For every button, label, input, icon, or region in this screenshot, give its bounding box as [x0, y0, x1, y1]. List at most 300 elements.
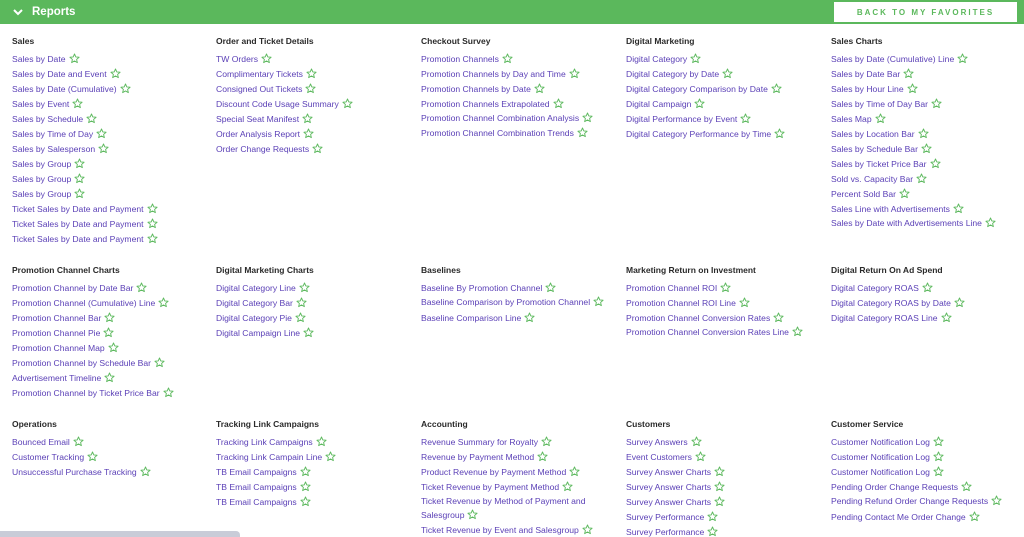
favorite-star-icon[interactable] — [306, 68, 317, 79]
favorite-star-icon[interactable] — [104, 312, 115, 323]
status-bar — [0, 531, 240, 537]
report-link-label[interactable]: Consigned Out Tickets — [216, 84, 303, 94]
report-link[interactable] — [421, 97, 621, 112]
report-link-label[interactable]: Sales by Schedule — [12, 114, 84, 124]
favorite-star-icon[interactable] — [991, 495, 1002, 506]
favorite-star-icon[interactable] — [136, 282, 147, 293]
report-link-label[interactable]: Ticket Sales by Date and Payment — [12, 234, 144, 244]
favorite-star-icon[interactable] — [104, 372, 115, 383]
report-link[interactable] — [216, 281, 416, 296]
report-link[interactable] — [216, 495, 416, 510]
report-link[interactable] — [831, 311, 1024, 326]
report-link-label[interactable]: Digital Category Line — [216, 283, 296, 293]
report-link[interactable] — [421, 435, 621, 450]
report-link[interactable] — [12, 311, 212, 326]
report-link-label[interactable]: Ticket Sales by Date and Payment — [12, 204, 144, 214]
report-link[interactable] — [831, 202, 1024, 217]
report-section — [12, 417, 212, 480]
report-link[interactable] — [626, 311, 826, 326]
report-link-label[interactable]: Sales by Hour Line — [831, 84, 904, 94]
favorite-star-icon[interactable] — [562, 481, 573, 492]
report-link-label[interactable]: Digital Category Performance by Time — [626, 129, 772, 139]
report-section — [421, 417, 621, 537]
favorite-star-icon[interactable] — [72, 98, 83, 109]
favorite-star-icon[interactable] — [147, 218, 158, 229]
favorite-star-icon[interactable] — [569, 68, 580, 79]
favorite-star-icon[interactable] — [154, 357, 165, 368]
favorite-star-icon[interactable] — [582, 524, 593, 535]
favorite-star-icon[interactable] — [299, 282, 310, 293]
favorite-star-icon[interactable] — [792, 326, 803, 337]
favorite-star-icon[interactable] — [342, 98, 353, 109]
report-link-label[interactable]: Event Customers — [626, 452, 692, 462]
report-link[interactable] — [421, 311, 621, 326]
report-link[interactable] — [831, 510, 1024, 525]
report-link-label[interactable]: Promotion Channels by Date — [421, 84, 531, 94]
report-link[interactable] — [421, 82, 621, 97]
report-link-label[interactable]: TB Email Campaigns — [216, 497, 297, 507]
favorite-star-icon[interactable] — [140, 466, 151, 477]
report-link[interactable] — [626, 450, 826, 465]
report-link[interactable] — [12, 217, 212, 232]
report-link-label[interactable]: Advertisement Timeline — [12, 373, 102, 383]
report-link-label[interactable]: Digital Campaign — [626, 99, 692, 109]
report-link[interactable] — [12, 97, 212, 112]
favorite-star-icon[interactable] — [899, 188, 910, 199]
report-link[interactable] — [831, 435, 1024, 450]
favorite-star-icon[interactable] — [922, 282, 933, 293]
report-link-label[interactable]: Ticket Revenue by Payment Method — [421, 482, 560, 492]
favorite-star-icon[interactable] — [312, 143, 323, 154]
favorite-star-icon[interactable] — [707, 511, 718, 522]
report-link[interactable] — [12, 112, 212, 127]
report-link[interactable] — [626, 281, 826, 296]
favorite-star-icon[interactable] — [720, 282, 731, 293]
favorite-star-icon[interactable] — [96, 128, 107, 139]
report-link[interactable] — [216, 326, 416, 341]
favorite-star-icon[interactable] — [714, 496, 725, 507]
report-link-label[interactable]: Promotion Channel Conversion Rates — [626, 313, 771, 323]
report-link-label[interactable]: Sales Line with Advertisements — [831, 204, 950, 214]
report-section — [626, 417, 826, 537]
report-link-label[interactable]: Ticket Sales by Date and Payment — [12, 219, 144, 229]
back-to-favorites-button[interactable]: BACK TO MY FAVORITES — [834, 2, 1017, 22]
favorite-star-icon[interactable] — [707, 526, 718, 537]
report-link[interactable] — [12, 341, 212, 356]
section-title: Customers — [626, 419, 671, 429]
report-link[interactable] — [831, 296, 1024, 311]
report-link-label[interactable]: Sales by Group — [12, 174, 72, 184]
favorite-star-icon[interactable] — [918, 128, 929, 139]
section-title: Sales — [12, 36, 35, 46]
favorite-star-icon[interactable] — [110, 68, 121, 79]
report-link[interactable] — [626, 525, 826, 537]
report-link-label[interactable]: Digital Category — [626, 54, 688, 64]
report-link-label[interactable]: Digital Category ROAS Line — [831, 313, 938, 323]
favorite-star-icon[interactable] — [74, 188, 85, 199]
report-link[interactable] — [12, 187, 212, 202]
report-link-label[interactable]: Promotion Channel by Schedule Bar — [12, 358, 152, 368]
favorite-star-icon[interactable] — [774, 128, 785, 139]
report-link-label[interactable]: Survey Answer Charts — [626, 497, 712, 507]
favorite-star-icon[interactable] — [714, 466, 725, 477]
report-link[interactable] — [831, 142, 1024, 157]
favorite-star-icon[interactable] — [86, 113, 97, 124]
favorite-star-icon[interactable] — [714, 481, 725, 492]
favorite-star-icon[interactable] — [303, 327, 314, 338]
favorite-star-icon[interactable] — [534, 83, 545, 94]
report-link[interactable] — [421, 52, 621, 67]
favorite-star-icon[interactable] — [537, 451, 548, 462]
favorite-star-icon[interactable] — [593, 296, 604, 307]
report-link-label[interactable]: Sales by Date (Cumulative) — [12, 84, 117, 94]
report-link[interactable] — [831, 465, 1024, 480]
report-link[interactable] — [831, 127, 1024, 142]
report-link-label[interactable]: Sales by Event — [12, 99, 70, 109]
favorite-star-icon[interactable] — [690, 53, 701, 64]
report-link-label[interactable]: Digital Performance by Event — [626, 114, 738, 124]
report-link[interactable] — [12, 435, 212, 450]
report-link[interactable] — [12, 386, 212, 401]
report-link-label[interactable]: Sold vs. Capacity Bar — [831, 174, 914, 184]
report-link-label[interactable]: Order Analysis Report — [216, 129, 301, 139]
favorite-star-icon[interactable] — [300, 466, 311, 477]
report-link[interactable] — [626, 82, 826, 97]
report-link[interactable] — [216, 311, 416, 326]
report-link[interactable] — [216, 97, 416, 112]
report-link[interactable] — [216, 112, 416, 127]
report-link[interactable] — [831, 187, 1024, 202]
favorite-star-icon[interactable] — [953, 203, 964, 214]
report-link[interactable] — [216, 435, 416, 450]
report-link-label[interactable]: Promotion Channels by Day and Time — [421, 69, 566, 79]
report-link[interactable] — [421, 296, 611, 311]
favorite-star-icon[interactable] — [302, 113, 313, 124]
report-link-label[interactable]: Tracking Link Campaigns — [216, 437, 313, 447]
report-link[interactable] — [12, 326, 212, 341]
report-link-label[interactable]: Promotion Channel Bar — [12, 313, 102, 323]
favorite-star-icon[interactable] — [541, 436, 552, 447]
report-link-label[interactable]: Survey Answer Charts — [626, 467, 712, 477]
favorite-star-icon[interactable] — [933, 436, 944, 447]
favorite-star-icon[interactable] — [931, 98, 942, 109]
report-link-label[interactable]: Sales by Time of Day — [12, 129, 94, 139]
report-link-label[interactable]: Digital Category ROAS — [831, 283, 919, 293]
report-link-label[interactable]: Promotion Channel by Ticket Price Bar — [12, 388, 160, 398]
report-link[interactable] — [421, 281, 621, 296]
report-link-label[interactable]: TB Email Campaigns — [216, 467, 297, 477]
report-link[interactable] — [216, 67, 416, 82]
report-link[interactable] — [626, 495, 826, 510]
report-link-label[interactable]: Pending Contact Me Order Change — [831, 511, 966, 522]
favorite-star-icon[interactable] — [295, 312, 306, 323]
report-link[interactable] — [626, 326, 816, 341]
report-link[interactable] — [216, 52, 416, 67]
report-link-label[interactable]: Special Seat Manifest — [216, 114, 300, 124]
report-link[interactable] — [12, 82, 212, 97]
report-link-label[interactable]: TB Email Campaigns — [216, 482, 297, 492]
report-link-label[interactable]: Digital Category Bar — [216, 298, 293, 308]
favorite-star-icon[interactable] — [921, 143, 932, 154]
favorite-star-icon[interactable] — [691, 436, 702, 447]
favorite-star-icon[interactable] — [296, 297, 307, 308]
report-link[interactable] — [12, 142, 212, 157]
favorite-star-icon[interactable] — [933, 466, 944, 477]
report-link-label[interactable]: Pending Refund Order Change Requests — [831, 496, 989, 506]
report-section — [626, 34, 826, 142]
report-link[interactable] — [12, 450, 212, 465]
report-link-label[interactable]: Promotion Channel ROI Line — [626, 298, 736, 308]
report-link[interactable] — [831, 495, 1021, 510]
report-link-label[interactable]: Promotion Channel ROI — [626, 283, 718, 293]
section-title: Tracking Link Campaigns — [216, 419, 319, 429]
favorite-star-icon[interactable] — [916, 173, 927, 184]
report-link[interactable] — [626, 296, 826, 311]
favorite-star-icon[interactable] — [108, 342, 119, 353]
report-list — [216, 435, 416, 510]
favorite-star-icon[interactable] — [553, 98, 564, 109]
report-link[interactable] — [831, 82, 1024, 97]
favorite-star-icon[interactable] — [773, 312, 784, 323]
report-link-label[interactable]: Sales by Date with Advertisements Line — [831, 218, 982, 228]
report-link[interactable] — [831, 157, 1024, 172]
report-link[interactable] — [626, 112, 826, 127]
report-section — [421, 34, 621, 141]
report-link-label[interactable]: Baseline By Promotion Channel — [421, 283, 543, 293]
report-link[interactable] — [216, 480, 416, 495]
report-link[interactable] — [626, 67, 826, 82]
favorite-star-icon[interactable] — [577, 127, 588, 138]
report-link[interactable] — [216, 127, 416, 142]
report-link-label[interactable]: Sales by Group — [12, 159, 72, 169]
favorite-star-icon[interactable] — [316, 436, 327, 447]
report-link[interactable] — [831, 52, 1024, 67]
report-link[interactable] — [12, 371, 212, 386]
report-link-label[interactable]: Sales by Schedule Bar — [831, 144, 918, 154]
report-link[interactable] — [421, 523, 621, 537]
report-link[interactable] — [421, 67, 621, 82]
favorite-star-icon[interactable] — [303, 128, 314, 139]
favorite-star-icon[interactable] — [695, 451, 706, 462]
favorite-star-icon[interactable] — [158, 297, 169, 308]
report-link-label[interactable]: Percent Sold Bar — [831, 189, 896, 199]
report-link[interactable] — [12, 232, 212, 247]
report-link-label[interactable]: Sales by Ticket Price Bar — [831, 159, 927, 169]
report-link-label[interactable]: Sales by Date — [12, 54, 66, 64]
report-link-label[interactable]: Digital Category Comparison by Date — [626, 84, 768, 94]
report-link-label[interactable]: Revenue Summary for Royalty — [421, 437, 539, 447]
report-link-label[interactable]: Sales by Date (Cumulative) Line — [831, 54, 955, 64]
report-section — [831, 417, 1024, 525]
favorite-star-icon[interactable] — [722, 68, 733, 79]
report-link[interactable] — [626, 465, 826, 480]
report-link-label[interactable]: Digital Category Pie — [216, 313, 292, 323]
report-link[interactable] — [12, 356, 212, 371]
report-link[interactable] — [421, 495, 611, 523]
report-link[interactable] — [421, 127, 611, 142]
section-title: Customer Service — [831, 419, 904, 429]
report-link[interactable] — [12, 127, 212, 142]
report-link[interactable] — [831, 217, 1021, 232]
favorite-star-icon[interactable] — [903, 68, 914, 79]
report-link-label[interactable]: Survey Performance — [626, 527, 705, 537]
report-link[interactable] — [216, 450, 416, 465]
favorite-star-icon[interactable] — [875, 113, 886, 124]
report-link-label[interactable]: Bounced Email — [12, 437, 70, 447]
report-link[interactable] — [626, 52, 826, 67]
report-link-label[interactable]: Sales by Date Bar — [831, 69, 901, 79]
favorite-star-icon[interactable] — [933, 451, 944, 462]
report-link[interactable] — [421, 450, 621, 465]
report-link-label[interactable]: Baseline Comparison Line — [421, 312, 522, 323]
report-link-label[interactable]: Promotion Channel Pie — [12, 328, 101, 338]
report-link-label[interactable]: Complimentary Tickets — [216, 69, 303, 79]
report-link[interactable] — [421, 112, 611, 127]
report-link[interactable] — [831, 112, 1024, 127]
report-link-label[interactable]: Sales by Date and Event — [12, 69, 107, 79]
report-link[interactable] — [421, 465, 621, 480]
report-link-label[interactable]: Pending Order Change Requests — [831, 482, 959, 492]
favorite-star-icon[interactable] — [300, 496, 311, 507]
report-link[interactable] — [626, 127, 826, 142]
report-link[interactable] — [831, 450, 1024, 465]
report-list — [216, 281, 416, 341]
favorite-star-icon[interactable] — [103, 327, 114, 338]
report-link-label[interactable]: Sales by Time of Day Bar — [831, 99, 928, 109]
reports-header-bar[interactable] — [0, 0, 1024, 24]
report-link-label[interactable]: Survey Performance — [626, 512, 705, 522]
report-link[interactable] — [216, 142, 416, 157]
report-link[interactable] — [12, 172, 212, 187]
report-link-label[interactable]: Order Change Requests — [216, 144, 310, 154]
report-link-label[interactable]: Customer Tracking — [12, 452, 85, 462]
report-link[interactable] — [12, 67, 212, 82]
favorite-star-icon[interactable] — [74, 158, 85, 169]
favorite-star-icon[interactable] — [74, 173, 85, 184]
report-link-label[interactable]: Sales by Group — [12, 189, 72, 199]
report-link-label[interactable]: Digital Category by Date — [626, 69, 720, 79]
favorite-star-icon[interactable] — [524, 312, 535, 323]
report-link[interactable] — [421, 480, 621, 495]
report-link-label[interactable]: Digital Campaign Line — [216, 328, 301, 338]
report-link[interactable] — [216, 82, 416, 97]
report-link-label[interactable]: Promotion Channel Combination Analysis — [421, 113, 580, 123]
favorite-star-icon[interactable] — [325, 451, 336, 462]
report-link[interactable] — [831, 172, 1024, 187]
report-link[interactable] — [12, 157, 212, 172]
report-link-label[interactable]: Product Revenue by Payment Method — [421, 467, 567, 477]
report-list — [216, 52, 416, 157]
report-link-label[interactable]: Discount Code Usage Summary — [216, 99, 339, 109]
report-link-label[interactable]: Ticket Revenue by Method of Payment and Salesgroup — [421, 496, 586, 520]
report-link-label[interactable]: Promotion Channel Map — [12, 343, 105, 353]
report-link-label[interactable]: Customer Notification Log — [831, 437, 930, 447]
favorite-star-icon[interactable] — [147, 203, 158, 214]
section-title: Promotion Channel Charts — [12, 265, 120, 275]
chevron-down-icon[interactable] — [12, 6, 24, 18]
report-link[interactable] — [12, 296, 212, 311]
favorite-star-icon[interactable] — [120, 83, 131, 94]
report-link[interactable] — [831, 97, 1024, 112]
report-link[interactable] — [626, 435, 826, 450]
report-link[interactable] — [626, 480, 826, 495]
favorite-star-icon[interactable] — [907, 83, 918, 94]
report-link-label[interactable]: Customer Notification Log — [831, 452, 930, 462]
report-link-label[interactable]: Promotion Channels Extrapolated — [421, 99, 550, 109]
report-link[interactable] — [12, 281, 212, 296]
report-link-label[interactable]: Promotion Channel Combination Trends — [421, 127, 574, 138]
favorite-star-icon[interactable] — [954, 297, 965, 308]
report-list — [831, 52, 1024, 232]
report-link-label[interactable]: Sales Map — [831, 114, 872, 124]
favorite-star-icon[interactable] — [147, 233, 158, 244]
favorite-star-icon[interactable] — [582, 112, 593, 123]
favorite-star-icon[interactable] — [941, 312, 952, 323]
favorite-star-icon[interactable] — [98, 143, 109, 154]
report-link-label[interactable]: Sales by Location Bar — [831, 129, 915, 139]
report-link-label[interactable]: Ticket Revenue by Event and Salesgroup — [421, 525, 579, 535]
report-list — [831, 435, 1024, 525]
report-link[interactable] — [12, 465, 212, 480]
report-link-label[interactable]: Revenue by Payment Method — [421, 452, 535, 462]
report-link-label[interactable]: Promotion Channel by Date Bar — [12, 283, 134, 293]
favorite-star-icon[interactable] — [300, 481, 311, 492]
favorite-star-icon[interactable] — [261, 53, 272, 64]
section-title: Digital Marketing — [626, 36, 695, 46]
report-link-label[interactable]: Sales by Salesperson — [12, 144, 96, 154]
favorite-star-icon[interactable] — [739, 297, 750, 308]
favorite-star-icon[interactable] — [961, 481, 972, 492]
report-link-label[interactable]: Digital Category ROAS by Date — [831, 298, 951, 308]
favorite-star-icon[interactable] — [69, 53, 80, 64]
report-link[interactable] — [626, 97, 826, 112]
report-link-label[interactable]: Baseline Comparison by Promotion Channel — [421, 297, 591, 307]
report-link[interactable] — [12, 202, 212, 217]
report-link-label[interactable]: Customer Notification Log — [831, 467, 930, 477]
favorite-star-icon[interactable] — [305, 83, 316, 94]
favorite-star-icon[interactable] — [740, 113, 751, 124]
favorite-star-icon[interactable] — [569, 466, 580, 477]
favorite-star-icon[interactable] — [73, 436, 84, 447]
report-link-label[interactable]: Promotion Channels — [421, 54, 499, 64]
report-link-label[interactable]: Promotion Channel (Cumulative) Line — [12, 298, 156, 308]
report-link[interactable] — [216, 296, 416, 311]
report-link-label[interactable]: Unsuccessful Purchase Tracking — [12, 467, 137, 477]
favorite-star-icon[interactable] — [87, 451, 98, 462]
report-link-label[interactable]: Tracking Link Campain Line — [216, 452, 323, 462]
favorite-star-icon[interactable] — [163, 387, 174, 398]
favorite-star-icon[interactable] — [930, 158, 941, 169]
report-link[interactable] — [831, 281, 1024, 296]
report-link[interactable] — [12, 52, 212, 67]
report-link-label[interactable]: Promotion Channel Conversion Rates Line — [626, 327, 789, 337]
favorite-star-icon[interactable] — [957, 53, 968, 64]
report-link-label[interactable]: Survey Answer Charts — [626, 482, 712, 492]
report-link[interactable] — [216, 465, 416, 480]
report-link-label[interactable]: Survey Answers — [626, 437, 688, 447]
report-link-label[interactable]: TW Orders — [216, 54, 259, 64]
favorite-star-icon[interactable] — [502, 53, 513, 64]
favorite-star-icon[interactable] — [545, 282, 556, 293]
favorite-star-icon[interactable] — [969, 511, 980, 522]
favorite-star-icon[interactable] — [467, 509, 478, 520]
report-link[interactable] — [626, 510, 826, 525]
favorite-star-icon[interactable] — [694, 98, 705, 109]
favorite-star-icon[interactable] — [985, 217, 996, 228]
favorite-star-icon[interactable] — [771, 83, 782, 94]
report-link[interactable] — [831, 480, 1024, 495]
report-link[interactable] — [831, 67, 1024, 82]
